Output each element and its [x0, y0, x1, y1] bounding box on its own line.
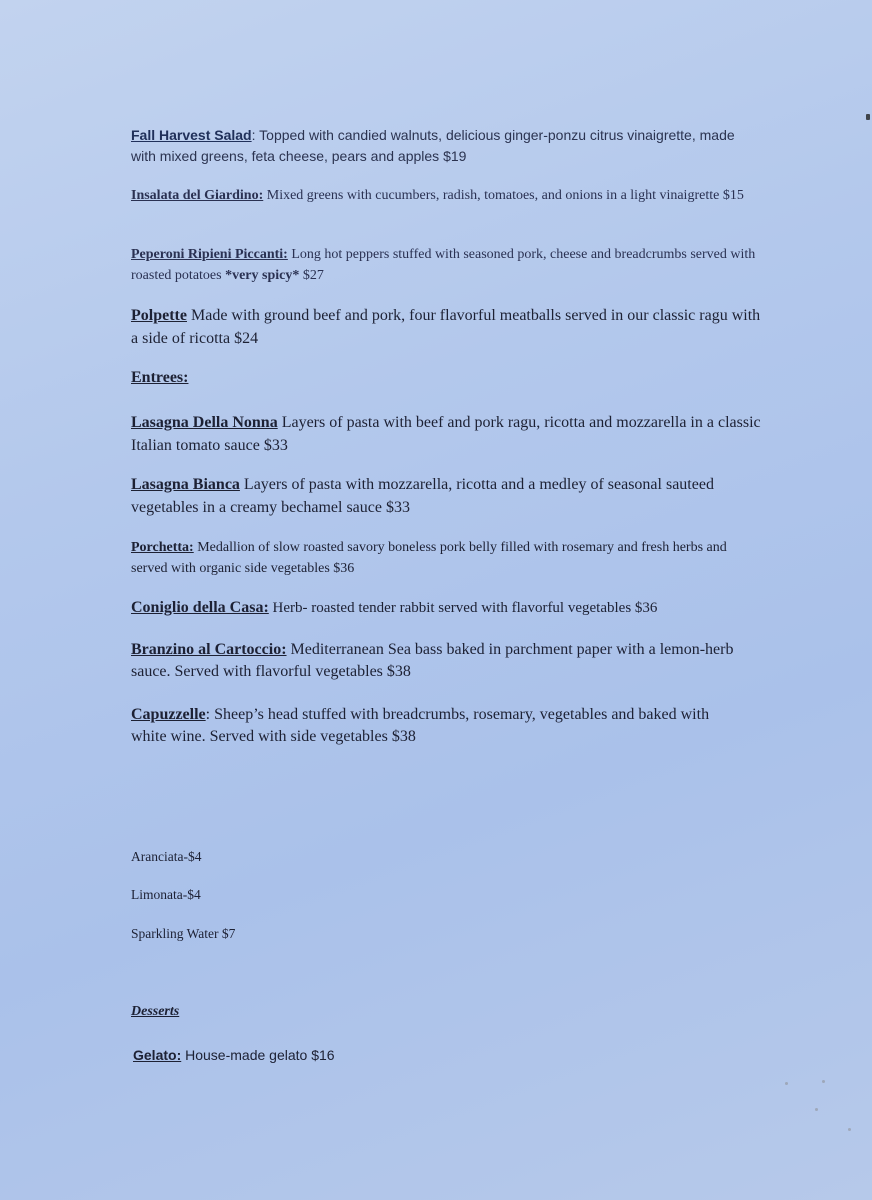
- item-name: Peperoni Ripieni Piccanti:: [131, 247, 288, 262]
- menu-item-peperoni-ripieni-piccanti: [131, 244, 761, 286]
- item-description: Herb- roasted tender rabbit served with flavorful vegetables $36: [268, 600, 658, 616]
- entrees-heading: Entrees:: [131, 369, 189, 386]
- item-name: Porchetta:: [131, 540, 194, 555]
- item-description: Mixed greens with cucumbers, radish, tomatoes, and onions in a light vinaigrette $15: [263, 188, 744, 203]
- paper-speck: [866, 114, 870, 120]
- item-name: Capuzzelle: [131, 706, 206, 723]
- desserts-heading: Desserts: [131, 1004, 180, 1019]
- menu-item-lasagna-della-nonna: [131, 411, 761, 457]
- item-name: Lasagna Bianca: [131, 476, 240, 493]
- item-description: Medallion of slow roasted savory boneless pork belly filled with rosemary and fresh herbs and served with organic side vegetables $36: [131, 540, 727, 576]
- menu-item-coniglio-della-casa: [131, 597, 761, 619]
- item-price: $27: [299, 268, 324, 283]
- menu-item-lasagna-bianca: [131, 473, 731, 519]
- item-description: Topped with candied walnuts, delicious ginger-ponzu citrus vinaigrette, made with mixed greens, feta cheese, pears and apples $19: [131, 127, 735, 164]
- item-name: Gelato:: [133, 1047, 182, 1063]
- menu-item-capuzzelle: Capuzzelle: Sheep’s head stuffed with breadcrumbs, rosemary, vegetables and baked with white wine. Served with side vegetables $38: [131, 706, 710, 745]
- item-description: House-made gelato $16: [181, 1047, 335, 1063]
- menu-item-fall-harvest-salad: Fall Harvest Salad: Topped with candied walnuts, delicious ginger-ponzu citrus vinaigrette, made with mixed greens, feta cheese, pears and apples $19: [131, 127, 735, 164]
- menu-item-branzino-al-cartoccio: [131, 639, 761, 683]
- item-name: Fall Harvest Salad: [131, 127, 252, 143]
- spicy-note: *very spicy*: [225, 268, 300, 283]
- menu-item-polpette: [131, 304, 761, 350]
- item-description: Mediterranean Sea bass baked in parchment paper with a lemon-herb sauce. Served with flavorful vegetables $38: [131, 641, 734, 680]
- item-name: Insalata del Giardino:: [131, 188, 264, 203]
- item-description: Layers of pasta with mozzarella, ricotta and a medley of seasonal sauteed vegetables in a creamy bechamel sauce $33: [131, 476, 714, 516]
- item-description: Sheep’s head stuffed with breadcrumbs, rosemary, vegetables and baked with white wine. Served with side vegetables $38: [131, 706, 710, 745]
- drink-item: Limonata-$4: [131, 887, 201, 902]
- paper-speck: [785, 1082, 788, 1085]
- paper-speck: [815, 1108, 818, 1111]
- paper-speck: [822, 1080, 825, 1083]
- menu-item-gelato: [133, 1045, 763, 1066]
- item-description: Made with ground beef and pork, four flavorful meatballs served in our classic ragu with a side of ricotta $24: [131, 307, 761, 347]
- item-name: Coniglio della Casa:: [131, 599, 269, 616]
- drink-item: Sparkling Water $7: [131, 926, 236, 941]
- menu-item-insalata-del-giardino: [131, 185, 761, 206]
- item-name: Branzino al Cartoccio:: [131, 641, 287, 658]
- drink-item: Aranciata-$4: [131, 849, 202, 864]
- item-name: Polpette: [131, 307, 187, 324]
- item-description: Layers of pasta with beef and pork ragu, ricotta and mozzarella in a classic Italian tomato sauce $33: [131, 414, 761, 454]
- paper-speck: [848, 1128, 851, 1131]
- item-description: Long hot peppers stuffed with seasoned pork, cheese and breadcrumbs served with roasted potatoes: [131, 247, 756, 283]
- item-name: Lasagna Della Nonna: [131, 414, 278, 431]
- menu-item-porchetta: [131, 537, 761, 579]
